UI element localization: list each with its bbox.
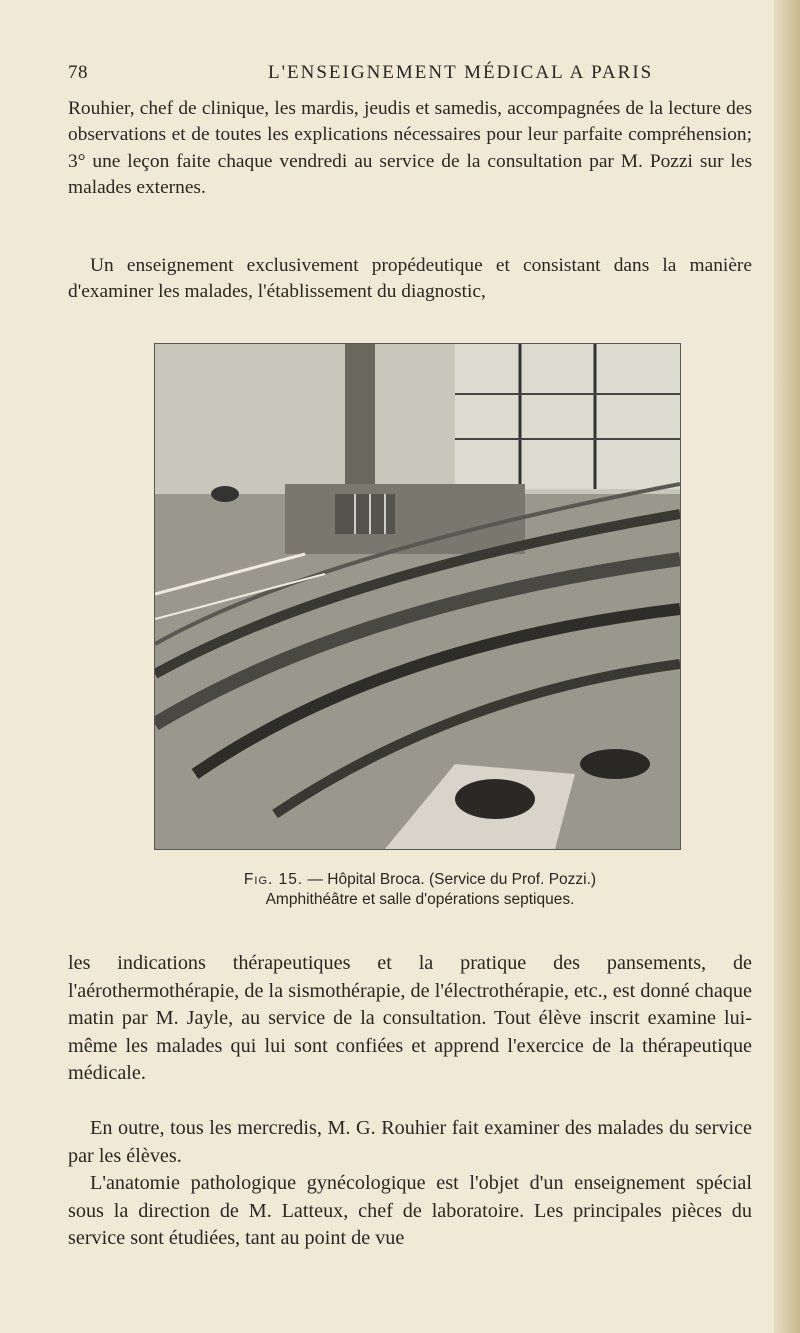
paragraph-4: [68, 1115, 752, 1170]
paragraph-4-text: En outre, tous les mercredis, M. G. Rouhier fait examiner des malades du service par les élèves.: [68, 1117, 752, 1167]
figure-label: Fig. 15.: [243, 871, 304, 888]
caption-line-2: Amphithéâtre et salle d'opérations septiques.: [265, 891, 575, 908]
figure-caption: [150, 870, 690, 910]
caption-title: — Hôpital Broca. (Service du Prof. Pozzi.): [307, 871, 597, 888]
paragraph-5-text: L'anatomie pathologique gynécologique est l'objet d'un enseignement spécial sous la direction de M. Latteux, chef de laboratoire. Les principales pièces du service sont étudiées, tant au point de vue: [68, 1172, 752, 1249]
paragraph-1: Rouhier, chef de clinique, les mardis, jeudis et samedis, accompagnées de la lecture des observations et de toutes les explications nécessaires pour leur parfaite compréhension; 3° une leçon faite chaque vendredi au service de la consultation par M. Pozzi sur les malades externes.: [68, 98, 752, 198]
figure-photograph-amphitheatre: [154, 343, 681, 850]
paragraph-3: les indications thérapeutiques et la pratique des pansements, de l'aérothermothérapie, de la sismothérapie, de l'électrothérapie, etc., est donné chaque matin par M. Jayle, au service de la consultation. Tout élève inscrit examine lui-même les malades qui lui sont confiées et apprend l'exercice de la thérapeutique médicale.: [68, 952, 752, 1084]
paragraph-2-text: Un enseignement exclusivement propédeutique et consistant dans la manière d'examiner les malades, l'établissement du diagnostic,: [68, 255, 752, 303]
caption-line-1: [150, 870, 690, 890]
running-title: L'ENSEIGNEMENT MÉDICAL A PARIS: [268, 62, 654, 83]
paragraph-5: [68, 1170, 752, 1253]
page-number: 78: [68, 62, 88, 83]
paragraph-2: [68, 253, 752, 306]
page-header: [68, 62, 708, 88]
page-edge-shadow: [774, 0, 800, 1333]
